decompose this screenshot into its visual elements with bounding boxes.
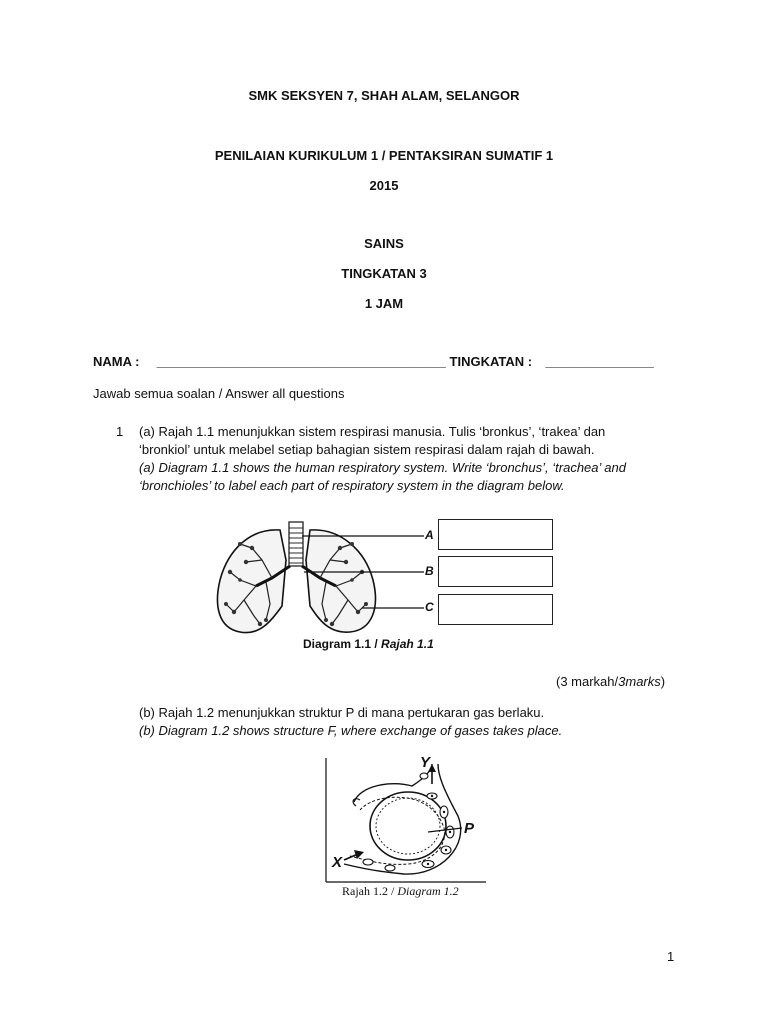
label-b: B [425,564,434,578]
form-title: TINGKATAN 3 [341,266,427,281]
caption2-italic: Diagram 1.2 [397,884,459,898]
q1b-english: (b) Diagram 1.2 shows structure F, where exchange of gases takes place. [139,723,563,738]
label-x: X [332,854,343,871]
caption-main: Diagram 1.1 / [303,637,382,651]
marks-suffix: ) [660,674,666,689]
subject-title: SAINS [364,236,404,251]
caption-italic: Rajah 1.1 [381,637,434,651]
question-1a-text [139,423,699,495]
exam-title: PENILAIAN KURIKULUM 1 / PENTAKSIRAN SUMATIF 1 [214,148,554,163]
q1a-english-line1: (a) Diagram 1.1 shows the human respiratory system. Write ‘bronchus’, ‘trachea’ and [139,460,626,475]
question-1b-text [139,704,562,740]
answer-box-a[interactable] [438,519,553,550]
marks-italic: 3marks [618,674,661,689]
duration-title: 1 JAM [364,296,404,311]
answer-box-b[interactable] [438,556,553,587]
label-p: P [464,820,475,837]
q1a-malay-line2: ‘bronkiol’ untuk melabel setiap bahagian sistem respirasi dalam rajah di bawah. [139,442,595,457]
name-label: NAMA : [93,354,140,369]
form-field[interactable]: _______________ [545,354,654,369]
caption2-main: Rajah 1.2 / [342,884,398,898]
marks-prefix: (3 markah/ [556,674,619,689]
label-a: A [425,528,434,542]
answer-box-c[interactable] [438,594,553,625]
name-field[interactable]: ________________________________________ [156,354,446,369]
q1b-malay: (b) Rajah 1.2 menunjukkan struktur P di mana pertukaran gas berlaku. [139,705,545,720]
label-y: Y [420,754,431,771]
page-number: 1 [667,949,675,964]
marks-text [556,673,665,691]
question-number: 1 [116,424,124,439]
form-label: TINGKATAN : [449,354,533,369]
student-info-row [93,354,654,369]
q1a-english-line2: ‘bronchioles’ to label each part of respiratory system in the diagram below. [139,478,565,493]
instruction: Jawab semua soalan / Answer all questions [93,386,345,401]
school-name: SMK SEKSYEN 7, SHAH ALAM, SELANGOR [248,88,520,103]
label-c: C [425,600,434,614]
q1a-malay-line1: (a) Rajah 1.1 menunjukkan sistem respirasi manusia. Tulis ‘bronkus’, ‘trakea’ dan [139,424,606,439]
lungs-diagram [210,520,450,640]
diagram-1-1-caption [303,637,434,651]
diagram-1-2-caption [342,884,459,899]
exam-year: 2015 [369,178,399,193]
